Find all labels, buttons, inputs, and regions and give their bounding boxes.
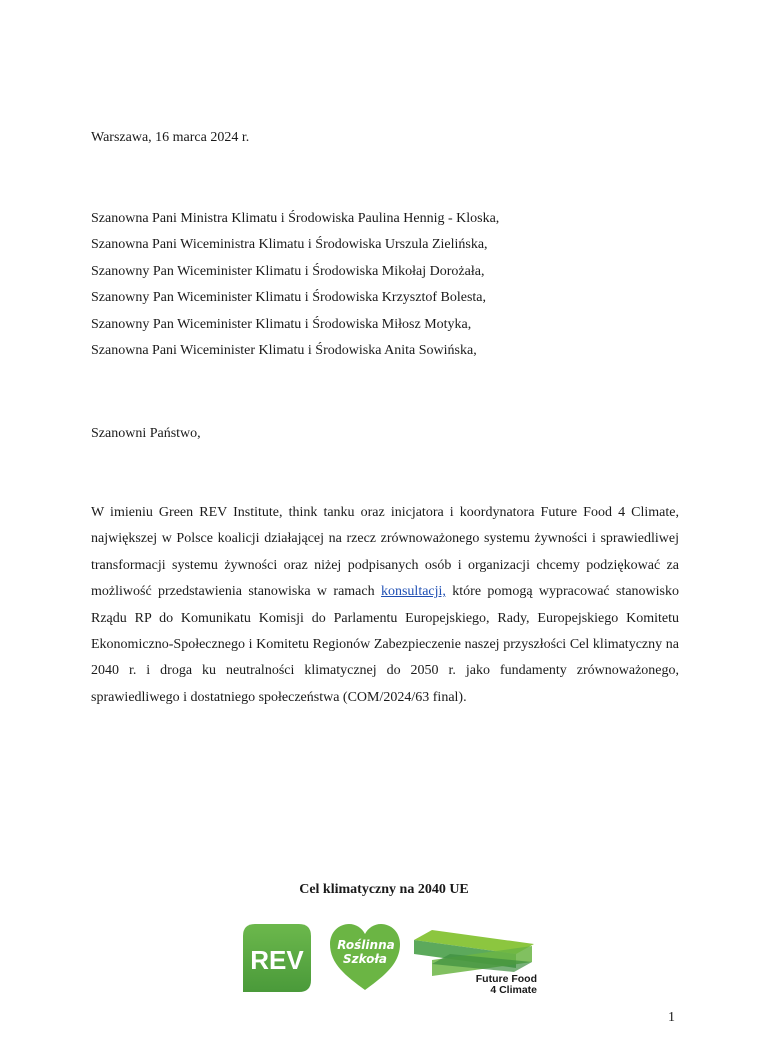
- addressee-line: Szanowna Pani Wiceminister Klimatu i Środowiska Anita Sowińska,: [91, 343, 477, 359]
- body-paragraph: [91, 500, 679, 711]
- paragraph-text-start: W imieniu Green REV Institute, think tanku oraz inicjatora i koordynatora Future Food 4 Climate, największej w Polsce koalicji działającej na rzecz zrównoważonego systemu żywności i sprawiedliwej transformacji systemu żywności oraz niżej podpisanych osób i organizacji chcemy podziękować za możliwość przedstawienia stanowiska w ramach: [91, 505, 679, 600]
- future-food-line1: Future Food: [475, 973, 537, 985]
- addressee-line: Szanowna Pani Ministra Klimatu i Środowiska Paulina Hennig - Kloska,: [91, 211, 500, 226]
- page-number: 1: [668, 1010, 675, 1025]
- addressee-line: Szanowna Pani Wiceministra Klimatu i Środowiska Urszula Zielińska,: [91, 237, 488, 253]
- consultation-link[interactable]: konsultacji,: [380, 584, 446, 600]
- szkola-text: Szkoła: [342, 952, 388, 966]
- rev-logo: [243, 924, 311, 992]
- date-line: Warszawa, 16 marca 2024 r.: [91, 130, 250, 145]
- future-food-text: [461, 974, 537, 996]
- roslinna-text: Roślinna: [337, 938, 395, 952]
- greeting: Szanowni Państwo,: [91, 426, 201, 441]
- footer-title: Cel klimatyczny na 2040 UE: [299, 882, 469, 897]
- rev-logo-text: REV: [250, 945, 304, 975]
- partner-logos: [0, 918, 768, 998]
- paragraph-text-end: które pomogą wypracować stanowisko Rządu RP do Komunikatu Komisji do Parlamentu Europejskiego, Rady, Europejskiego Komitetu Ekonomiczno-Społecznego i Komitetu Regionów Zabezpieczenie naszej przyszłości Cel klimatyczny na 2040 r. i droga ku neutralności klimatycznej do 2050 r. jako fundamenty zrównoważonego, sprawiedliwego i dostatniego społeczeństwa (COM/2024/63 final).: [91, 584, 680, 705]
- future-food-line2: 4 Climate: [490, 984, 537, 996]
- addressee-line: Szanowny Pan Wiceminister Klimatu i Środowiska Krzysztof Bolesta,: [91, 290, 487, 306]
- roslinna-szkola-logo: [328, 922, 402, 992]
- addressee-line: Szanowny Pan Wiceminister Klimatu i Środowiska Miłosz Motyka,: [91, 316, 472, 332]
- addressee-list: [91, 206, 499, 364]
- addressee-line: Szanowny Pan Wiceminister Klimatu i Środowiska Mikołaj Dorożała,: [91, 263, 485, 279]
